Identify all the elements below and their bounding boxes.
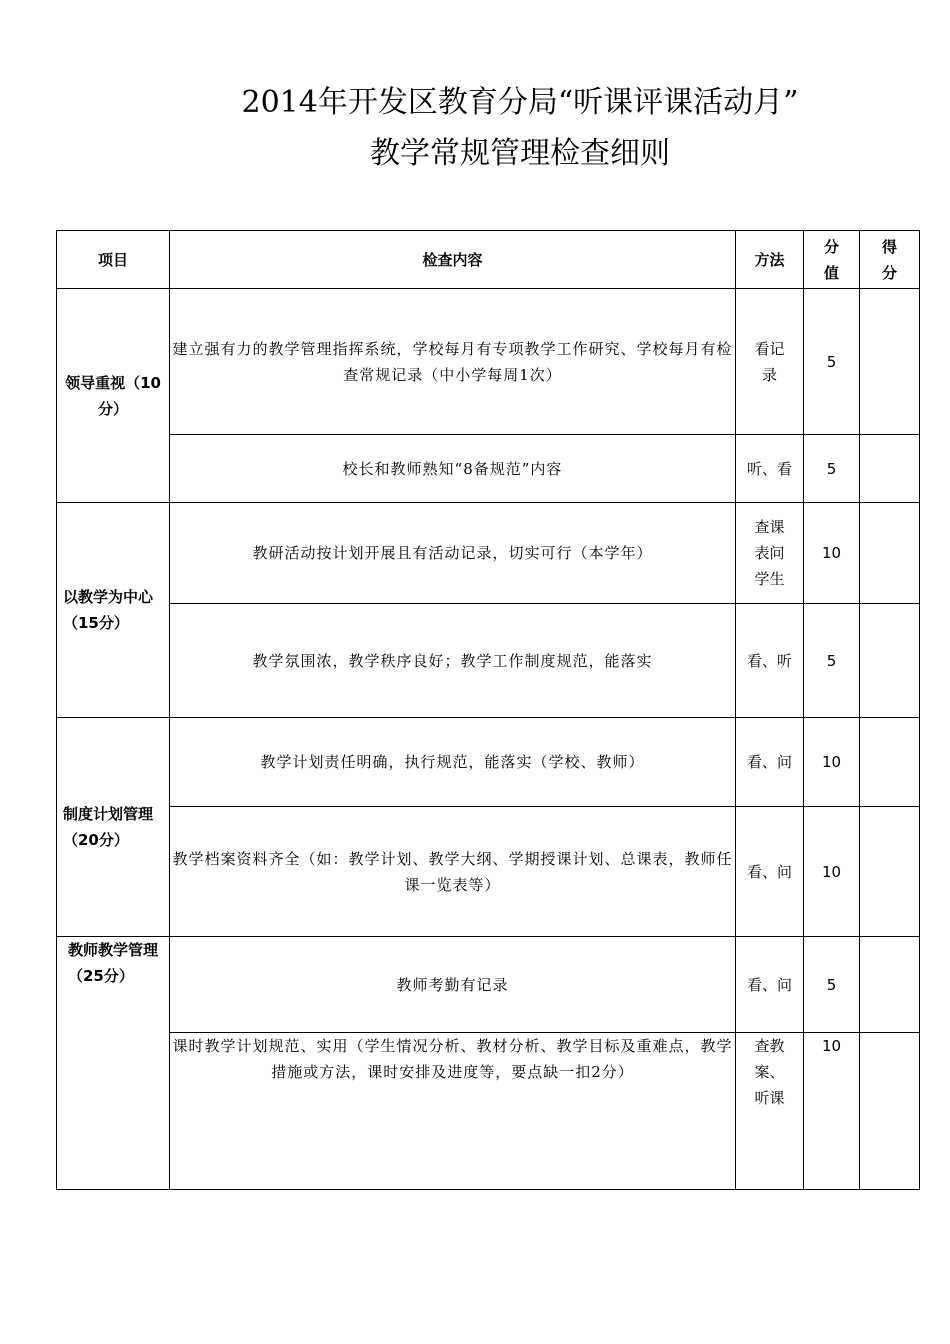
header-content: 检查内容 [170,231,736,289]
got-cell [860,937,920,1033]
method-cell: 看记录 [736,289,804,435]
got-cell [860,604,920,718]
content-cell: 校长和教师熟知“8备规范”内容 [170,435,736,503]
content-cell: 教学档案资料齐全（如：教学计划、教学大纲、学期授课计划、总课表，教师任课一览表等） [170,807,736,937]
got-cell [860,435,920,503]
got-cell [860,503,920,604]
method-cell: 看、问 [736,718,804,807]
score-cell: 10 [804,503,860,604]
score-cell: 5 [804,435,860,503]
score-cell: 5 [804,289,860,435]
table-row [57,807,920,937]
method-cell: 看、问 [736,807,804,937]
content-cell: 课时教学计划规范、实用（学生情况分析、教材分析、教学目标及重难点，教学措施或方法，课时安排及进度等，要点缺一扣2分） [170,1033,736,1190]
score-cell: 10 [804,1033,860,1190]
table-row [57,937,920,1033]
score-cell: 5 [804,937,860,1033]
content-cell: 教研活动按计划开展且有活动记录，切实可行（本学年） [170,503,736,604]
title-line-1: 2014年开发区教育分局“听课评课活动月” [241,85,799,120]
method-cell: 看、听 [736,604,804,718]
content-cell: 教师考勤有记录 [170,937,736,1033]
method-cell: 看、问 [736,937,804,1033]
content-cell: 教学计划责任明确，执行规范，能落实（学校、教师） [170,718,736,807]
score-cell: 10 [804,718,860,807]
table-row [57,718,920,807]
table-row [57,435,920,503]
table-row [57,604,920,718]
inspection-table [56,230,920,1190]
header-got: 得分 [860,231,920,289]
content-cell: 建立强有力的教学管理指挥系统，学校每月有专项教学工作研究、学校每月有检查常规记录（中小学每周1次） [170,289,736,435]
got-cell [860,718,920,807]
table-row [57,289,920,435]
method-cell: 听、看 [736,435,804,503]
got-cell [860,807,920,937]
header-method: 方法 [736,231,804,289]
got-cell [860,1033,920,1190]
method-cell: 查教案、听课 [736,1033,804,1190]
category-cell: 领导重视（10分） [57,289,170,503]
got-cell [860,289,920,435]
table-row [57,503,920,604]
table-header-row [57,231,920,289]
score-cell: 5 [804,604,860,718]
header-score: 分值 [804,231,860,289]
table-row [57,1033,920,1190]
category-cell: 以教学为中心（15分） [57,503,170,718]
title-line-2: 教学常规管理检查细则 [370,136,670,171]
category-cell: 教师教学管理（25分） [57,937,170,1190]
score-cell: 10 [804,807,860,937]
method-cell: 查课表问学生 [736,503,804,604]
category-cell: 制度计划管理（20分） [57,718,170,937]
header-item: 项目 [57,231,170,289]
content-cell: 教学氛围浓，教学秩序良好；教学工作制度规范，能落实 [170,604,736,718]
